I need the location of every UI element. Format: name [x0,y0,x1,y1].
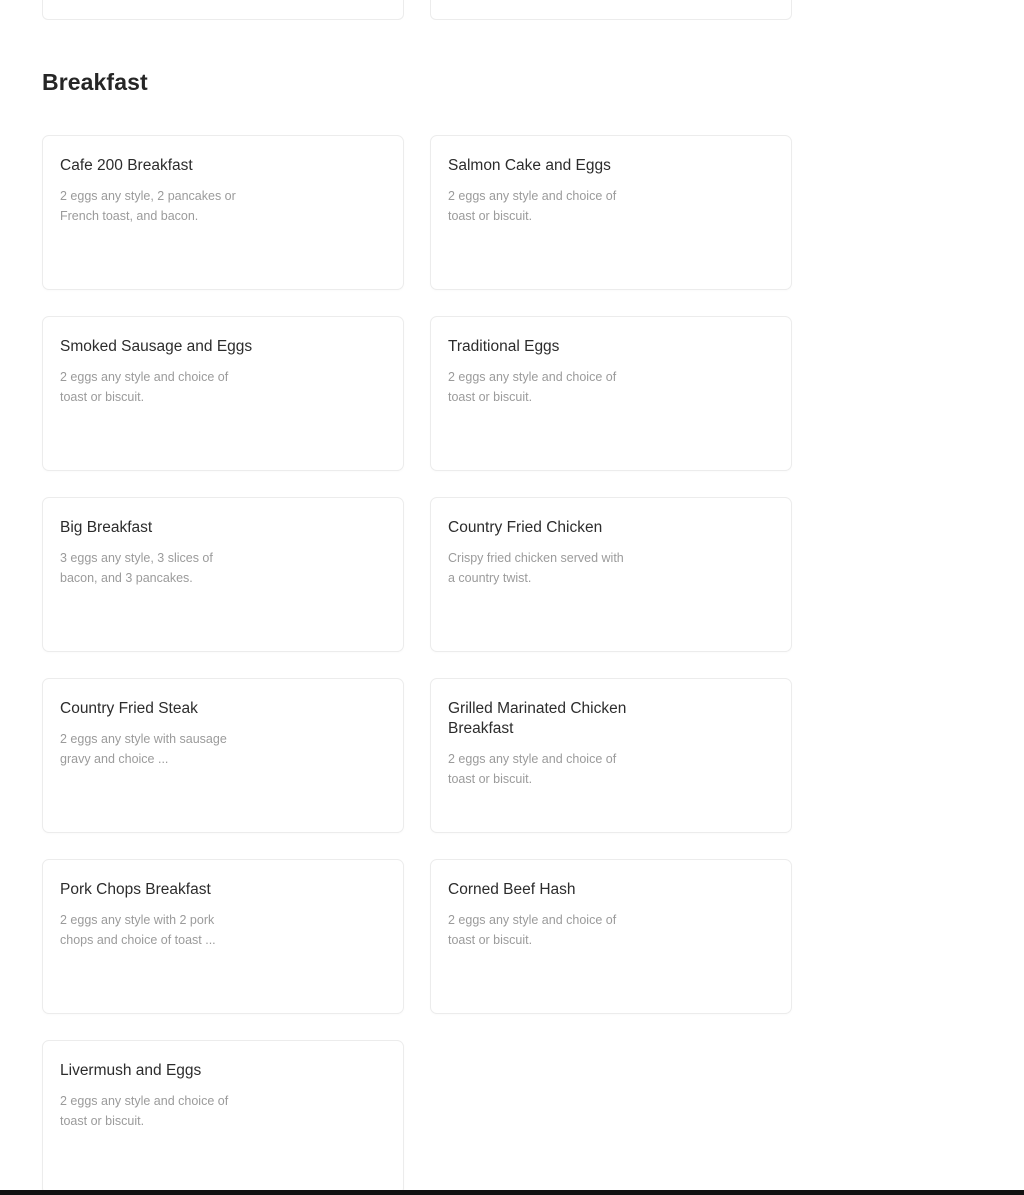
menu-item-card[interactable] [42,1040,404,1195]
menu-item-description: 2 eggs any style and choice of toast or biscuit. [448,752,617,787]
menu-item-card[interactable] [430,678,792,833]
menu-item-title: Cafe 200 Breakfast [60,157,193,175]
menu-item-title: Country Fried Chicken [448,519,603,537]
menu-item-card[interactable] [430,859,792,1014]
page-title: Breakfast [42,69,148,96]
menu-item-description: Crispy fried chicken served with a country twist. [448,551,624,586]
menu-item-card[interactable] [42,316,404,471]
menu-item-description: 2 eggs any style and choice of toast or biscuit. [60,1094,229,1129]
menu-item-card[interactable] [430,135,792,290]
partial-menu-card[interactable] [42,0,404,20]
menu-item-description: 2 eggs any style and choice of toast or biscuit. [448,370,617,405]
menu-item-title: Livermush and Eggs [60,1062,202,1080]
menu-item-card[interactable] [42,135,404,290]
menu-items-grid [0,115,1024,1195]
menu-item-title: Smoked Sausage and Eggs [60,338,253,356]
menu-item-description: 2 eggs any style and choice of toast or biscuit. [448,913,617,948]
menu-item-title: Country Fried Steak [60,700,198,718]
menu-item-description: 2 eggs any style, 2 pancakes or French toast, and bacon. [60,189,236,224]
menu-item-title: Traditional Eggs [448,338,560,356]
menu-item-title: Salmon Cake and Eggs [448,157,611,175]
menu-item-description: 2 eggs any style and choice of toast or biscuit. [60,370,229,405]
menu-item-title: Grilled Marinated Chicken Breakfast [448,700,627,738]
menu-item-description: 2 eggs any style with sausage gravy and choice ... [60,732,227,767]
menu-item-title: Big Breakfast [60,519,153,537]
menu-item-card[interactable] [42,678,404,833]
previous-section-partial-row [0,0,1024,22]
menu-item-title: Corned Beef Hash [448,881,576,899]
menu-item-card[interactable] [42,497,404,652]
menu-item-card[interactable] [430,316,792,471]
menu-item-description: 3 eggs any style, 3 slices of bacon, and 3 pancakes. [60,551,213,586]
menu-item-description: 2 eggs any style and choice of toast or biscuit. [448,189,617,224]
menu-item-title: Pork Chops Breakfast [60,881,211,899]
menu-item-card[interactable] [42,859,404,1014]
partial-menu-card[interactable] [430,0,792,20]
menu-item-description: 2 eggs any style with 2 pork chops and choice of toast ... [60,913,216,948]
bottom-bar [0,1190,1024,1195]
menu-item-card[interactable] [430,497,792,652]
